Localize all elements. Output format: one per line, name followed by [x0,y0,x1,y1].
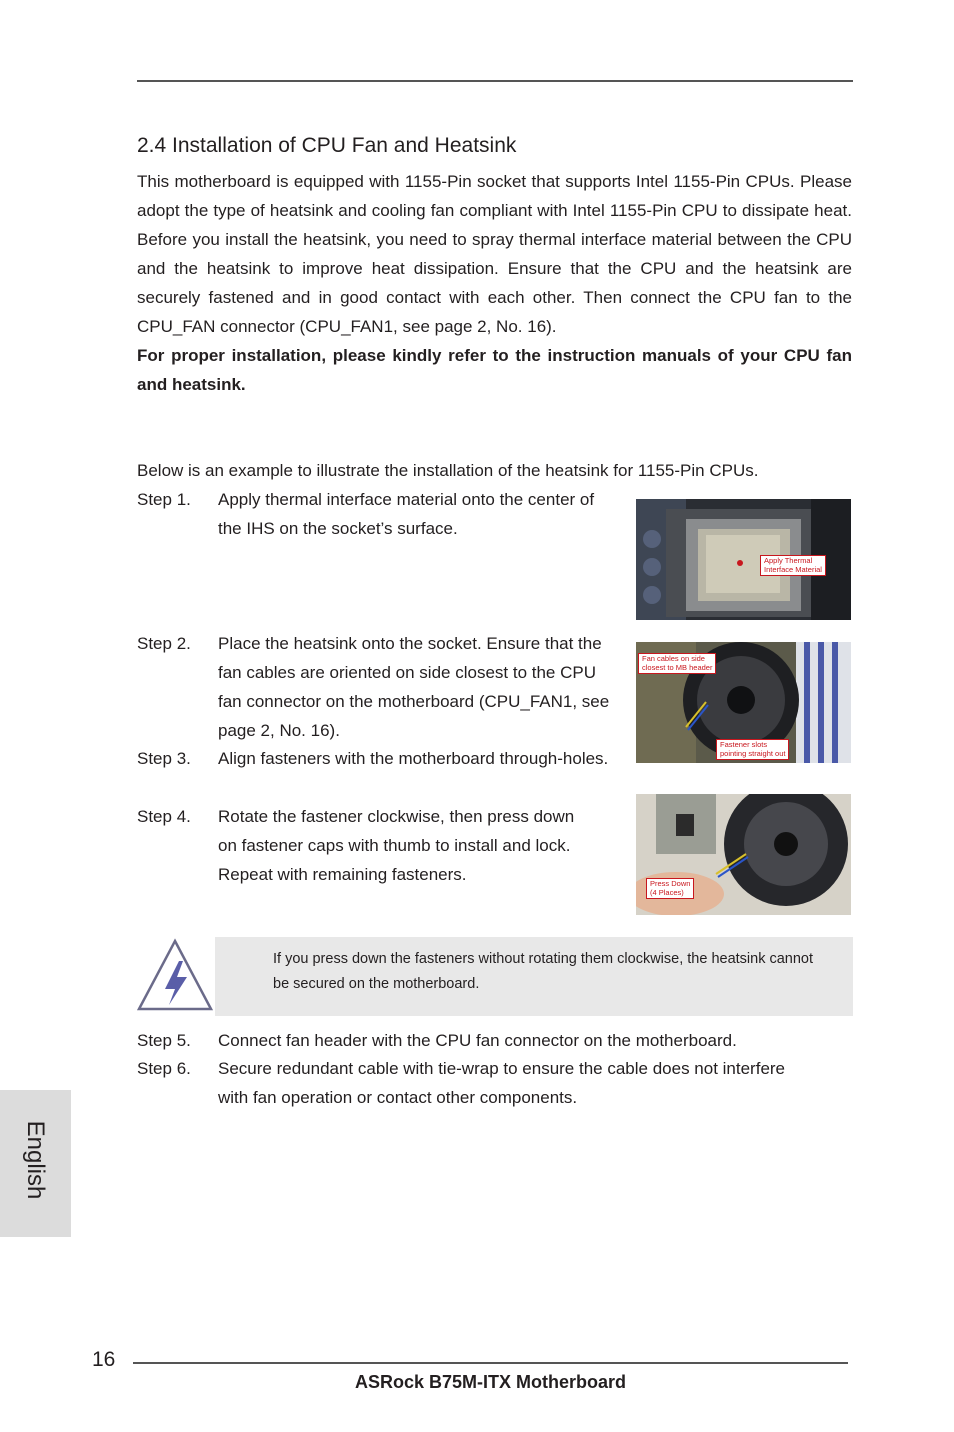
section-title: 2.4 Installation of CPU Fan and Heatsink [137,134,517,157]
step-1-text: Apply thermal interface material onto the center of the IHS on the socket’s surface. [218,490,595,538]
step-3-text: Align fasteners with the motherboard through-holes. [218,749,609,768]
page-number: 16 [92,1348,116,1371]
step-2-text: Place the heatsink onto the socket. Ensure that the fan cables are oriented on side closest to the CPU fan connector on the motherboard (CPU_FAN1, see page 2, No. 16). [218,634,610,740]
photo2-callout-top: Fan cables on side closest to MB header [638,653,716,674]
bold-note: For proper installation, please kindly refer to the instruction manuals of your CPU fan and heatsink. [137,346,852,394]
example-text: Below is an example to illustrate the installation of the heatsink for 1155-Pin CPUs. [137,461,759,480]
step-5-text: Connect fan header with the CPU fan connector on the motherboard. [218,1031,737,1050]
bottom-rule [133,1362,848,1364]
step-2-label: Step 2. [137,634,191,653]
photo1-callout: Apply Thermal Interface Material [760,555,826,576]
step-3-label: Step 3. [137,749,191,768]
intro-paragraph-block [137,167,852,399]
photo2-callout-bottom: Fastener slots pointing straight out [716,739,789,760]
warning-icon-wrapper [135,937,215,1015]
cpu-socket-photo [636,499,851,620]
top-rule [137,80,853,82]
language-label: English [22,1120,49,1200]
warning-text: If you press down the fasteners without rotating them clockwise, the heatsink cannot be secured on the motherboard. [273,951,814,992]
step-6-text: Secure redundant cable with tie-wrap to ensure the cable does not interfere with fan operation or contact other components. [218,1059,786,1107]
step-4-text: Rotate the fastener clockwise, then press down on fastener caps with thumb to install and lock. Repeat with remaining fasteners. [218,807,575,884]
step-5-label: Step 5. [137,1031,191,1050]
step-4-label: Step 4. [137,807,191,826]
warning-triangle-icon [135,937,215,1015]
fastener-press-photo [636,794,851,915]
example-intro [137,456,852,485]
photo3-callout: Press Down (4 Places) [646,878,694,899]
footer-title: ASRock B75M-ITX Motherboard [355,1372,627,1392]
step-6-label: Step 6. [137,1059,191,1078]
heatsink-placement-photo [636,642,851,763]
step-1-label: Step 1. [137,490,191,509]
intro-paragraph: This motherboard is equipped with 1155-Pin socket that supports Intel 1155-Pin CPUs. Please adopt the type of heatsink and cooling fan compliant with Intel 1155-Pin CPU to dissipate heat. Before you install the heatsink, you need to spray thermal interface material between the CPU and the heatsink to improve heat dissipation. Ensure that the CPU and the heatsink are securely fastened and in good contact with each other. Then connect the CPU fan to the CPU_FAN connector (CPU_FAN1, see page 2, No. 16). [137,172,852,336]
